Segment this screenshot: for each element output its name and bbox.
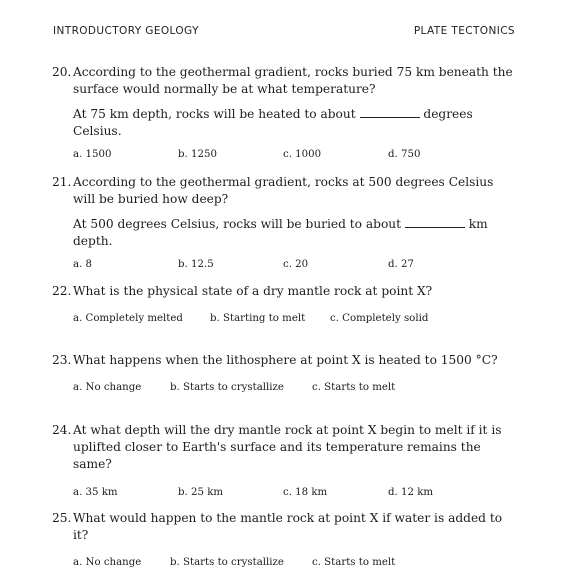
fill-suffix: degrees Celsius. [73,107,473,138]
answer-options [73,487,518,503]
option-b[interactable]: b. 12.5 [178,259,214,270]
question-number: 24. [52,423,72,437]
question-number: 21. [52,175,72,189]
answer-options [73,557,518,573]
header-unit-title: PLATE TECTONICS [413,25,515,37]
question-23 [52,352,518,398]
question-22 [52,283,518,329]
question-stem [52,283,518,300]
question-number: 20. [52,65,72,79]
fill-prefix: At 75 km depth, rocks will be heated to about [73,107,356,121]
option-c[interactable]: c. 1000 [283,149,322,160]
question-text: According to the geothermal gradient, rocks buried 75 km beneath the surface would normally be at what temperature? [73,65,513,96]
answer-options [73,149,518,165]
option-c[interactable]: c. 20 [283,259,309,270]
header-course-title: INTRODUCTORY GEOLOGY [53,25,199,37]
fill-suffix: km depth. [73,217,488,248]
question-stem [52,510,518,544]
answer-options [73,382,518,398]
option-a[interactable]: a. 8 [73,259,93,270]
option-b[interactable]: b. 1250 [178,149,217,160]
option-c[interactable]: c. Completely solid [330,313,429,324]
question-stem [52,174,518,208]
option-a[interactable]: a. No change [73,557,142,568]
option-d[interactable]: d. 27 [388,259,414,270]
question-text: What happens when the lithosphere at point X is heated to 1500 °C? [73,353,498,367]
fill-prefix: At 500 degrees Celsius, rocks will be buried to about [73,217,402,231]
question-24 [52,422,518,503]
answer-options [73,313,518,329]
question-stem [52,422,518,473]
answer-blank[interactable] [360,106,420,118]
option-b[interactable]: b. Starts to crystallize [170,557,284,568]
fill-in-sentence [52,106,518,140]
option-a[interactable]: a. Completely melted [73,313,183,324]
question-25 [52,510,518,573]
question-text: According to the geothermal gradient, rocks at 500 degrees Celsius will be buried how deep? [73,175,494,206]
question-number: 22. [52,284,72,298]
question-stem [52,64,518,98]
option-b[interactable]: b. 25 km [178,487,224,498]
option-b[interactable]: b. Starts to crystallize [170,382,284,393]
fill-in-sentence [52,216,518,250]
question-stem [52,352,518,369]
answer-options [73,259,518,275]
option-a[interactable]: a. No change [73,382,142,393]
question-text: What would happen to the mantle rock at point X if water is added to it? [73,511,503,542]
question-text: At what depth will the dry mantle rock at point X begin to melt if it is uplifted closer to Earth's surface and its temperature remains the same? [73,423,502,471]
option-a[interactable]: a. 35 km [73,487,118,498]
answer-blank[interactable] [405,216,465,228]
option-a[interactable]: a. 1500 [73,149,112,160]
question-number: 25. [52,511,72,525]
question-number: 23. [52,353,72,367]
option-d[interactable]: d. 750 [388,149,421,160]
question-21 [52,174,518,275]
option-d[interactable]: d. 12 km [388,487,434,498]
option-c[interactable]: c. Starts to melt [312,382,396,393]
option-c[interactable]: c. 18 km [283,487,328,498]
question-20 [52,64,518,165]
question-text: What is the physical state of a dry mantle rock at point X? [73,284,433,298]
option-c[interactable]: c. Starts to melt [312,557,396,568]
option-b[interactable]: b. Starting to melt [210,313,306,324]
